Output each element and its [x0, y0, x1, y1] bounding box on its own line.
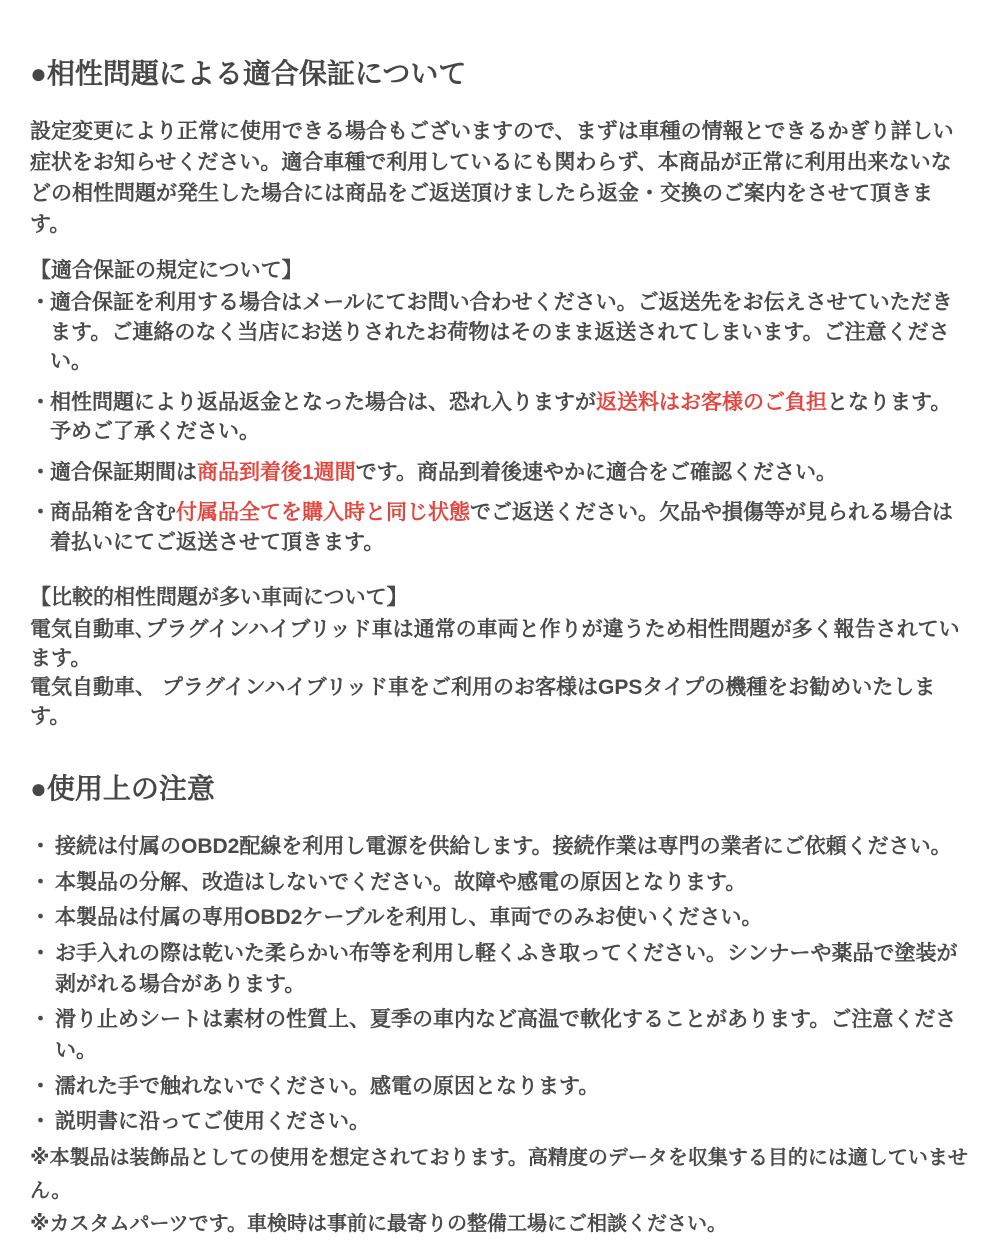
- bullet-marker: ・: [30, 835, 51, 858]
- bullet-marker: ・: [30, 460, 51, 484]
- footnote: ※カスタムパーツです。車検時は事前に最寄りの整備工場にご相談ください。: [30, 1212, 728, 1235]
- note-item: [30, 938, 972, 1000]
- rule-item: [30, 288, 972, 377]
- rule-text-wrap: [50, 498, 972, 557]
- bullet-marker: ・: [30, 870, 51, 894]
- rule-text: となります。予めご了承ください。: [50, 390, 952, 443]
- problem-vehicles-line: 電気自動車、 プラグインハイブリッド車をご利用のお客様はGPSタイプの機種をお勧めいたします。: [30, 676, 936, 728]
- bullet-marker: ・: [30, 1008, 51, 1031]
- rule-text: でご返送ください。欠品や損傷等が見られる場合は着払いにてご返送させて頂きます。: [50, 501, 953, 554]
- guarantee-intro-paragraph: 設定変更により正常に使用できる場合もございますので、まずは車種の情報とできるかぎり詳しい症状をお知らせください。適合車種で利用しているにも関わらず、本商品が正常に利用出来ないなどの相性問題が発生した場合には商品をご返送頂けましたら返金・交換のご案内をさせて頂きます。: [30, 120, 954, 236]
- note-text: 濡れた手で触れないでください。感電の原因となります。: [55, 1074, 600, 1098]
- rule-text-highlight: 商品到着後1週間: [197, 460, 356, 484]
- usage-precautions-title: ●使用上の注意: [30, 773, 215, 804]
- note-text: 本製品は付属の専用OBD2ケーブルを利用し、車両でのみお使いください。: [55, 906, 763, 929]
- note-item: [30, 1106, 972, 1137]
- bullet-marker: ・: [30, 501, 51, 524]
- guarantee-rules-list: [30, 288, 972, 557]
- note-text: 滑り止めシートは素材の性質上、夏季の車内など高温で軟化することがあります。ご注意ください。: [55, 1008, 957, 1062]
- note-item: [30, 1071, 972, 1102]
- bullet-marker: ・: [30, 291, 51, 314]
- compatibility-guarantee-title: ●相性問題による適合保証について: [30, 58, 467, 89]
- rule-text: 商品箱を含む: [50, 501, 176, 524]
- problem-vehicles-line: 電気自動車､プラグインハイブリッド車は通常の車両と作りが違うため相性問題が多く報告されています。: [30, 618, 960, 670]
- rule-text: 相性問題により返品返金となった場合は、恐れ入りますが: [50, 390, 596, 414]
- note-text: 接続は付属のOBD2配線を利用し電源を供給します。接続作業は専門の業者にご依頼ください。: [55, 835, 952, 858]
- bullet-marker: ・: [30, 941, 51, 965]
- note-text: お手入れの際は乾いた柔らかい布等を利用し軽くふき取ってください。シンナーや薬品で塗装が剥がれる場合があります。: [55, 941, 958, 996]
- rule-item: [30, 388, 972, 447]
- rule-text-highlight: 返送料はお客様のご負担: [596, 390, 827, 414]
- note-item: [30, 1004, 972, 1066]
- note-text: 本製品の分解、改造はしないでください。故障や感電の原因となります。: [55, 870, 747, 894]
- note-item: [30, 831, 972, 862]
- rule-text-highlight: 付属品全てを購入時と同じ状態: [176, 501, 470, 524]
- bullet-marker: ・: [30, 390, 51, 414]
- bullet-marker: ・: [30, 1110, 51, 1133]
- problem-vehicles-header: 【比較的相性問題が多い車両について】: [30, 586, 408, 609]
- footnote: ※本製品は装飾品としての使用を想定されております。高精度のデータを収集する目的には適していません。: [30, 1146, 968, 1202]
- rule-text-wrap: [50, 388, 972, 447]
- note-text: 説明書に沿ってご使用ください。: [55, 1110, 370, 1133]
- rule-item: [30, 458, 972, 488]
- note-item: [30, 902, 972, 933]
- rule-text-wrap: [50, 458, 972, 488]
- rule-text: 適合保証期間は: [50, 460, 197, 484]
- rule-item: [30, 498, 972, 557]
- rule-text: です。商品到着後速やかに適合をご確認ください。: [355, 460, 838, 484]
- bullet-marker: ・: [30, 906, 51, 929]
- rule-text-wrap: [50, 288, 972, 377]
- rule-text: 適合保証を利用する場合はメールにてお問い合わせください。ご返送先をお伝えさせていただきます。ご連絡のなく当店にお送りされたお荷物はそのまま返送されてしまいます。ご注意ください。: [50, 291, 953, 373]
- guarantee-rules-header: 【適合保証の規定について】: [30, 259, 303, 282]
- bullet-marker: ・: [30, 1074, 51, 1098]
- usage-precautions-list: [30, 831, 972, 1137]
- note-item: [30, 867, 972, 898]
